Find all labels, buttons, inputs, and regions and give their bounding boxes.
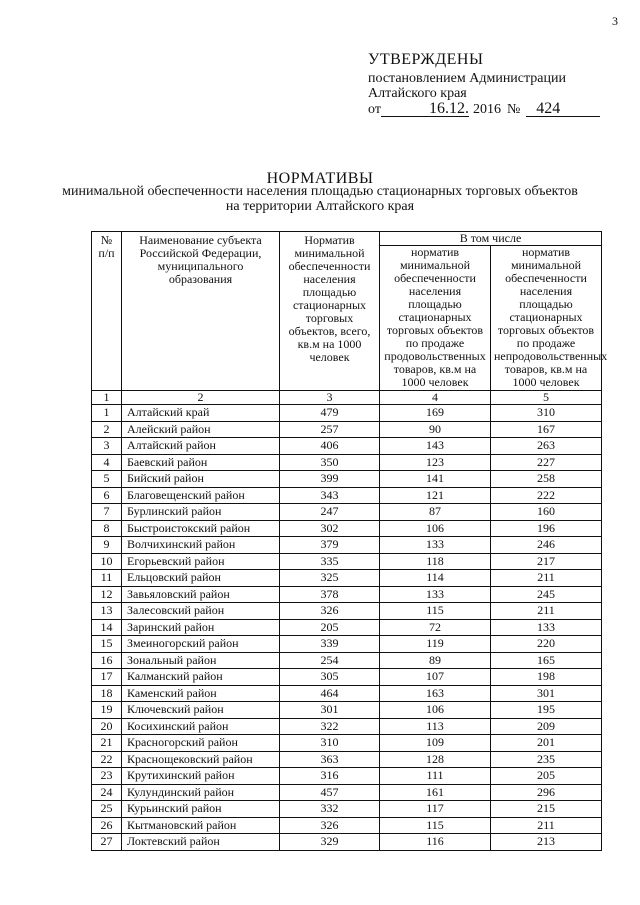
row-number: 21: [92, 735, 122, 752]
row-name: Калманский район: [122, 669, 280, 686]
row-food: 90: [380, 421, 491, 438]
row-food: 133: [380, 537, 491, 554]
row-total: 310: [280, 735, 380, 752]
table-row: [92, 669, 602, 686]
row-name: Быстроистокский район: [122, 520, 280, 537]
row-number: 6: [92, 487, 122, 504]
row-nonfood: 222: [491, 487, 602, 504]
header-num: № п/п: [92, 232, 122, 391]
row-number: 17: [92, 669, 122, 686]
table-row: [92, 553, 602, 570]
document-subtitle: минимальной обеспеченности населения площадью стационарных торговых объектов на территории Алтайского края: [62, 184, 578, 214]
row-total: 254: [280, 652, 380, 669]
row-total: 339: [280, 636, 380, 653]
row-nonfood: 301: [491, 685, 602, 702]
row-nonfood: 217: [491, 553, 602, 570]
row-name: Локтевский район: [122, 834, 280, 851]
row-total: 464: [280, 685, 380, 702]
row-nonfood: 310: [491, 405, 602, 422]
row-number: 26: [92, 817, 122, 834]
row-number: 2: [92, 421, 122, 438]
header-including: В том числе: [380, 232, 602, 246]
table-row: [92, 487, 602, 504]
column-number: 2: [122, 391, 280, 405]
row-number: 9: [92, 537, 122, 554]
row-food: 109: [380, 735, 491, 752]
row-name: Алейский район: [122, 421, 280, 438]
row-total: 325: [280, 570, 380, 587]
table-row: [92, 768, 602, 785]
row-number: 24: [92, 784, 122, 801]
table-header-row: [92, 232, 602, 246]
row-name: Зональный район: [122, 652, 280, 669]
row-name: Благовещенский район: [122, 487, 280, 504]
row-name: Краснощековский район: [122, 751, 280, 768]
row-name: Кытмановский район: [122, 817, 280, 834]
column-number: 3: [280, 391, 380, 405]
row-nonfood: 195: [491, 702, 602, 719]
row-nonfood: 205: [491, 768, 602, 785]
header-nonfood: норматив минимальной обеспеченности населения площадью стационарных торговых объектов по продаже непродовольственных товаров, кв.м на 1000 человек: [491, 246, 602, 391]
row-total: 363: [280, 751, 380, 768]
header-food: норматив минимальной обеспеченности населения площадью стационарных торговых объектов по продаже продовольственных товаров, кв.м на 1000 человек: [380, 246, 491, 391]
table-row: [92, 586, 602, 603]
table-row: [92, 570, 602, 587]
approval-line-2: Алтайского края: [368, 86, 467, 101]
row-nonfood: 198: [491, 669, 602, 686]
row-number: 7: [92, 504, 122, 521]
row-food: 117: [380, 801, 491, 818]
row-total: 316: [280, 768, 380, 785]
row-number: 25: [92, 801, 122, 818]
row-name: Крутихинский район: [122, 768, 280, 785]
row-total: 305: [280, 669, 380, 686]
row-number: 14: [92, 619, 122, 636]
table-row: [92, 504, 602, 521]
row-number: 22: [92, 751, 122, 768]
row-nonfood: 133: [491, 619, 602, 636]
table-row: [92, 702, 602, 719]
row-number: 12: [92, 586, 122, 603]
row-number: 20: [92, 718, 122, 735]
column-number: 5: [491, 391, 602, 405]
approval-number: 424: [526, 101, 600, 117]
row-nonfood: 296: [491, 784, 602, 801]
row-food: 123: [380, 454, 491, 471]
row-number: 27: [92, 834, 122, 851]
header-name: Наименование субъекта Российской Федерации, муниципального образования: [122, 232, 280, 391]
row-food: 113: [380, 718, 491, 735]
table-row: [92, 751, 602, 768]
row-total: 479: [280, 405, 380, 422]
row-food: 116: [380, 834, 491, 851]
row-nonfood: 165: [491, 652, 602, 669]
row-name: Косихинский район: [122, 718, 280, 735]
row-nonfood: 215: [491, 801, 602, 818]
row-name: Ельцовский район: [122, 570, 280, 587]
table-row: [92, 405, 602, 422]
row-number: 16: [92, 652, 122, 669]
row-total: 399: [280, 471, 380, 488]
row-nonfood: 160: [491, 504, 602, 521]
norms-table: [91, 231, 608, 851]
row-nonfood: 196: [491, 520, 602, 537]
row-number: 11: [92, 570, 122, 587]
approval-line-1: постановлением Администрации: [368, 71, 566, 86]
column-numbers-row: [92, 391, 602, 405]
row-total: 301: [280, 702, 380, 719]
table-row: [92, 718, 602, 735]
header-total: Норматив минимальной обеспеченности населения площадью стационарных торговых объектов, всего, кв.м на 1000 человек: [280, 232, 380, 391]
row-nonfood: 211: [491, 817, 602, 834]
row-name: Бийский район: [122, 471, 280, 488]
row-nonfood: 263: [491, 438, 602, 455]
row-nonfood: 245: [491, 586, 602, 603]
row-food: 106: [380, 702, 491, 719]
table-row: [92, 438, 602, 455]
row-total: 326: [280, 603, 380, 620]
row-name: Залесовский район: [122, 603, 280, 620]
row-total: 343: [280, 487, 380, 504]
table-row: [92, 834, 602, 851]
row-name: Бурлинский район: [122, 504, 280, 521]
row-total: 257: [280, 421, 380, 438]
table-row: [92, 652, 602, 669]
row-name: Курьинский район: [122, 801, 280, 818]
row-number: 4: [92, 454, 122, 471]
approval-title: УТВЕРЖДЕНЫ: [368, 51, 484, 68]
row-name: Баевский район: [122, 454, 280, 471]
table-row: [92, 817, 602, 834]
row-food: 106: [380, 520, 491, 537]
row-total: 329: [280, 834, 380, 851]
row-total: 378: [280, 586, 380, 603]
row-name: Алтайский район: [122, 438, 280, 455]
table-row: [92, 801, 602, 818]
row-number: 19: [92, 702, 122, 719]
row-number: 13: [92, 603, 122, 620]
row-name: Красногорский район: [122, 735, 280, 752]
row-name: Завьяловский район: [122, 586, 280, 603]
row-number: 10: [92, 553, 122, 570]
row-nonfood: 258: [491, 471, 602, 488]
row-nonfood: 213: [491, 834, 602, 851]
table-row: [92, 454, 602, 471]
row-food: 128: [380, 751, 491, 768]
row-number: 5: [92, 471, 122, 488]
row-total: 332: [280, 801, 380, 818]
approval-number-sign: №: [506, 102, 521, 117]
row-food: 121: [380, 487, 491, 504]
row-food: 114: [380, 570, 491, 587]
row-food: 141: [380, 471, 491, 488]
approval-date: 16.12.: [381, 101, 469, 117]
table-row: [92, 784, 602, 801]
row-food: 169: [380, 405, 491, 422]
table-row: [92, 735, 602, 752]
row-nonfood: 235: [491, 751, 602, 768]
row-food: 143: [380, 438, 491, 455]
document-title: НОРМАТИВЫ: [266, 170, 374, 187]
table-row: [92, 603, 602, 620]
row-food: 119: [380, 636, 491, 653]
row-nonfood: 211: [491, 570, 602, 587]
row-name: Егорьевский район: [122, 553, 280, 570]
table-row: [92, 421, 602, 438]
row-food: 161: [380, 784, 491, 801]
row-total: 205: [280, 619, 380, 636]
row-number: 15: [92, 636, 122, 653]
table-row: [92, 619, 602, 636]
row-total: 335: [280, 553, 380, 570]
row-name: Алтайский край: [122, 405, 280, 422]
table-row: [92, 471, 602, 488]
row-food: 115: [380, 603, 491, 620]
row-number: 23: [92, 768, 122, 785]
row-food: 107: [380, 669, 491, 686]
row-name: Заринский район: [122, 619, 280, 636]
column-number: 4: [380, 391, 491, 405]
row-food: 163: [380, 685, 491, 702]
approval-from-label: от: [368, 102, 381, 117]
row-food: 111: [380, 768, 491, 785]
table-row: [92, 520, 602, 537]
row-number: 1: [92, 405, 122, 422]
row-food: 133: [380, 586, 491, 603]
row-food: 72: [380, 619, 491, 636]
row-number: 8: [92, 520, 122, 537]
approval-block: [368, 52, 618, 117]
row-nonfood: 211: [491, 603, 602, 620]
row-food: 118: [380, 553, 491, 570]
row-food: 89: [380, 652, 491, 669]
row-nonfood: 227: [491, 454, 602, 471]
row-nonfood: 209: [491, 718, 602, 735]
row-total: 406: [280, 438, 380, 455]
row-total: 247: [280, 504, 380, 521]
row-total: 379: [280, 537, 380, 554]
row-total: 350: [280, 454, 380, 471]
row-name: Змеиногорский район: [122, 636, 280, 653]
row-food: 115: [380, 817, 491, 834]
row-name: Каменский район: [122, 685, 280, 702]
row-food: 87: [380, 504, 491, 521]
approval-year: 2016: [472, 102, 501, 117]
row-total: 302: [280, 520, 380, 537]
row-number: 18: [92, 685, 122, 702]
approval-date-row: [368, 101, 618, 117]
row-total: 322: [280, 718, 380, 735]
row-nonfood: 246: [491, 537, 602, 554]
row-number: 3: [92, 438, 122, 455]
row-name: Волчихинский район: [122, 537, 280, 554]
row-name: Кулундинский район: [122, 784, 280, 801]
table-row: [92, 685, 602, 702]
row-nonfood: 201: [491, 735, 602, 752]
table-row: [92, 537, 602, 554]
row-nonfood: 167: [491, 421, 602, 438]
table-row: [92, 636, 602, 653]
column-number: 1: [92, 391, 122, 405]
row-name: Ключевский район: [122, 702, 280, 719]
row-total: 457: [280, 784, 380, 801]
row-nonfood: 220: [491, 636, 602, 653]
page-number: 3: [612, 14, 618, 28]
row-total: 326: [280, 817, 380, 834]
